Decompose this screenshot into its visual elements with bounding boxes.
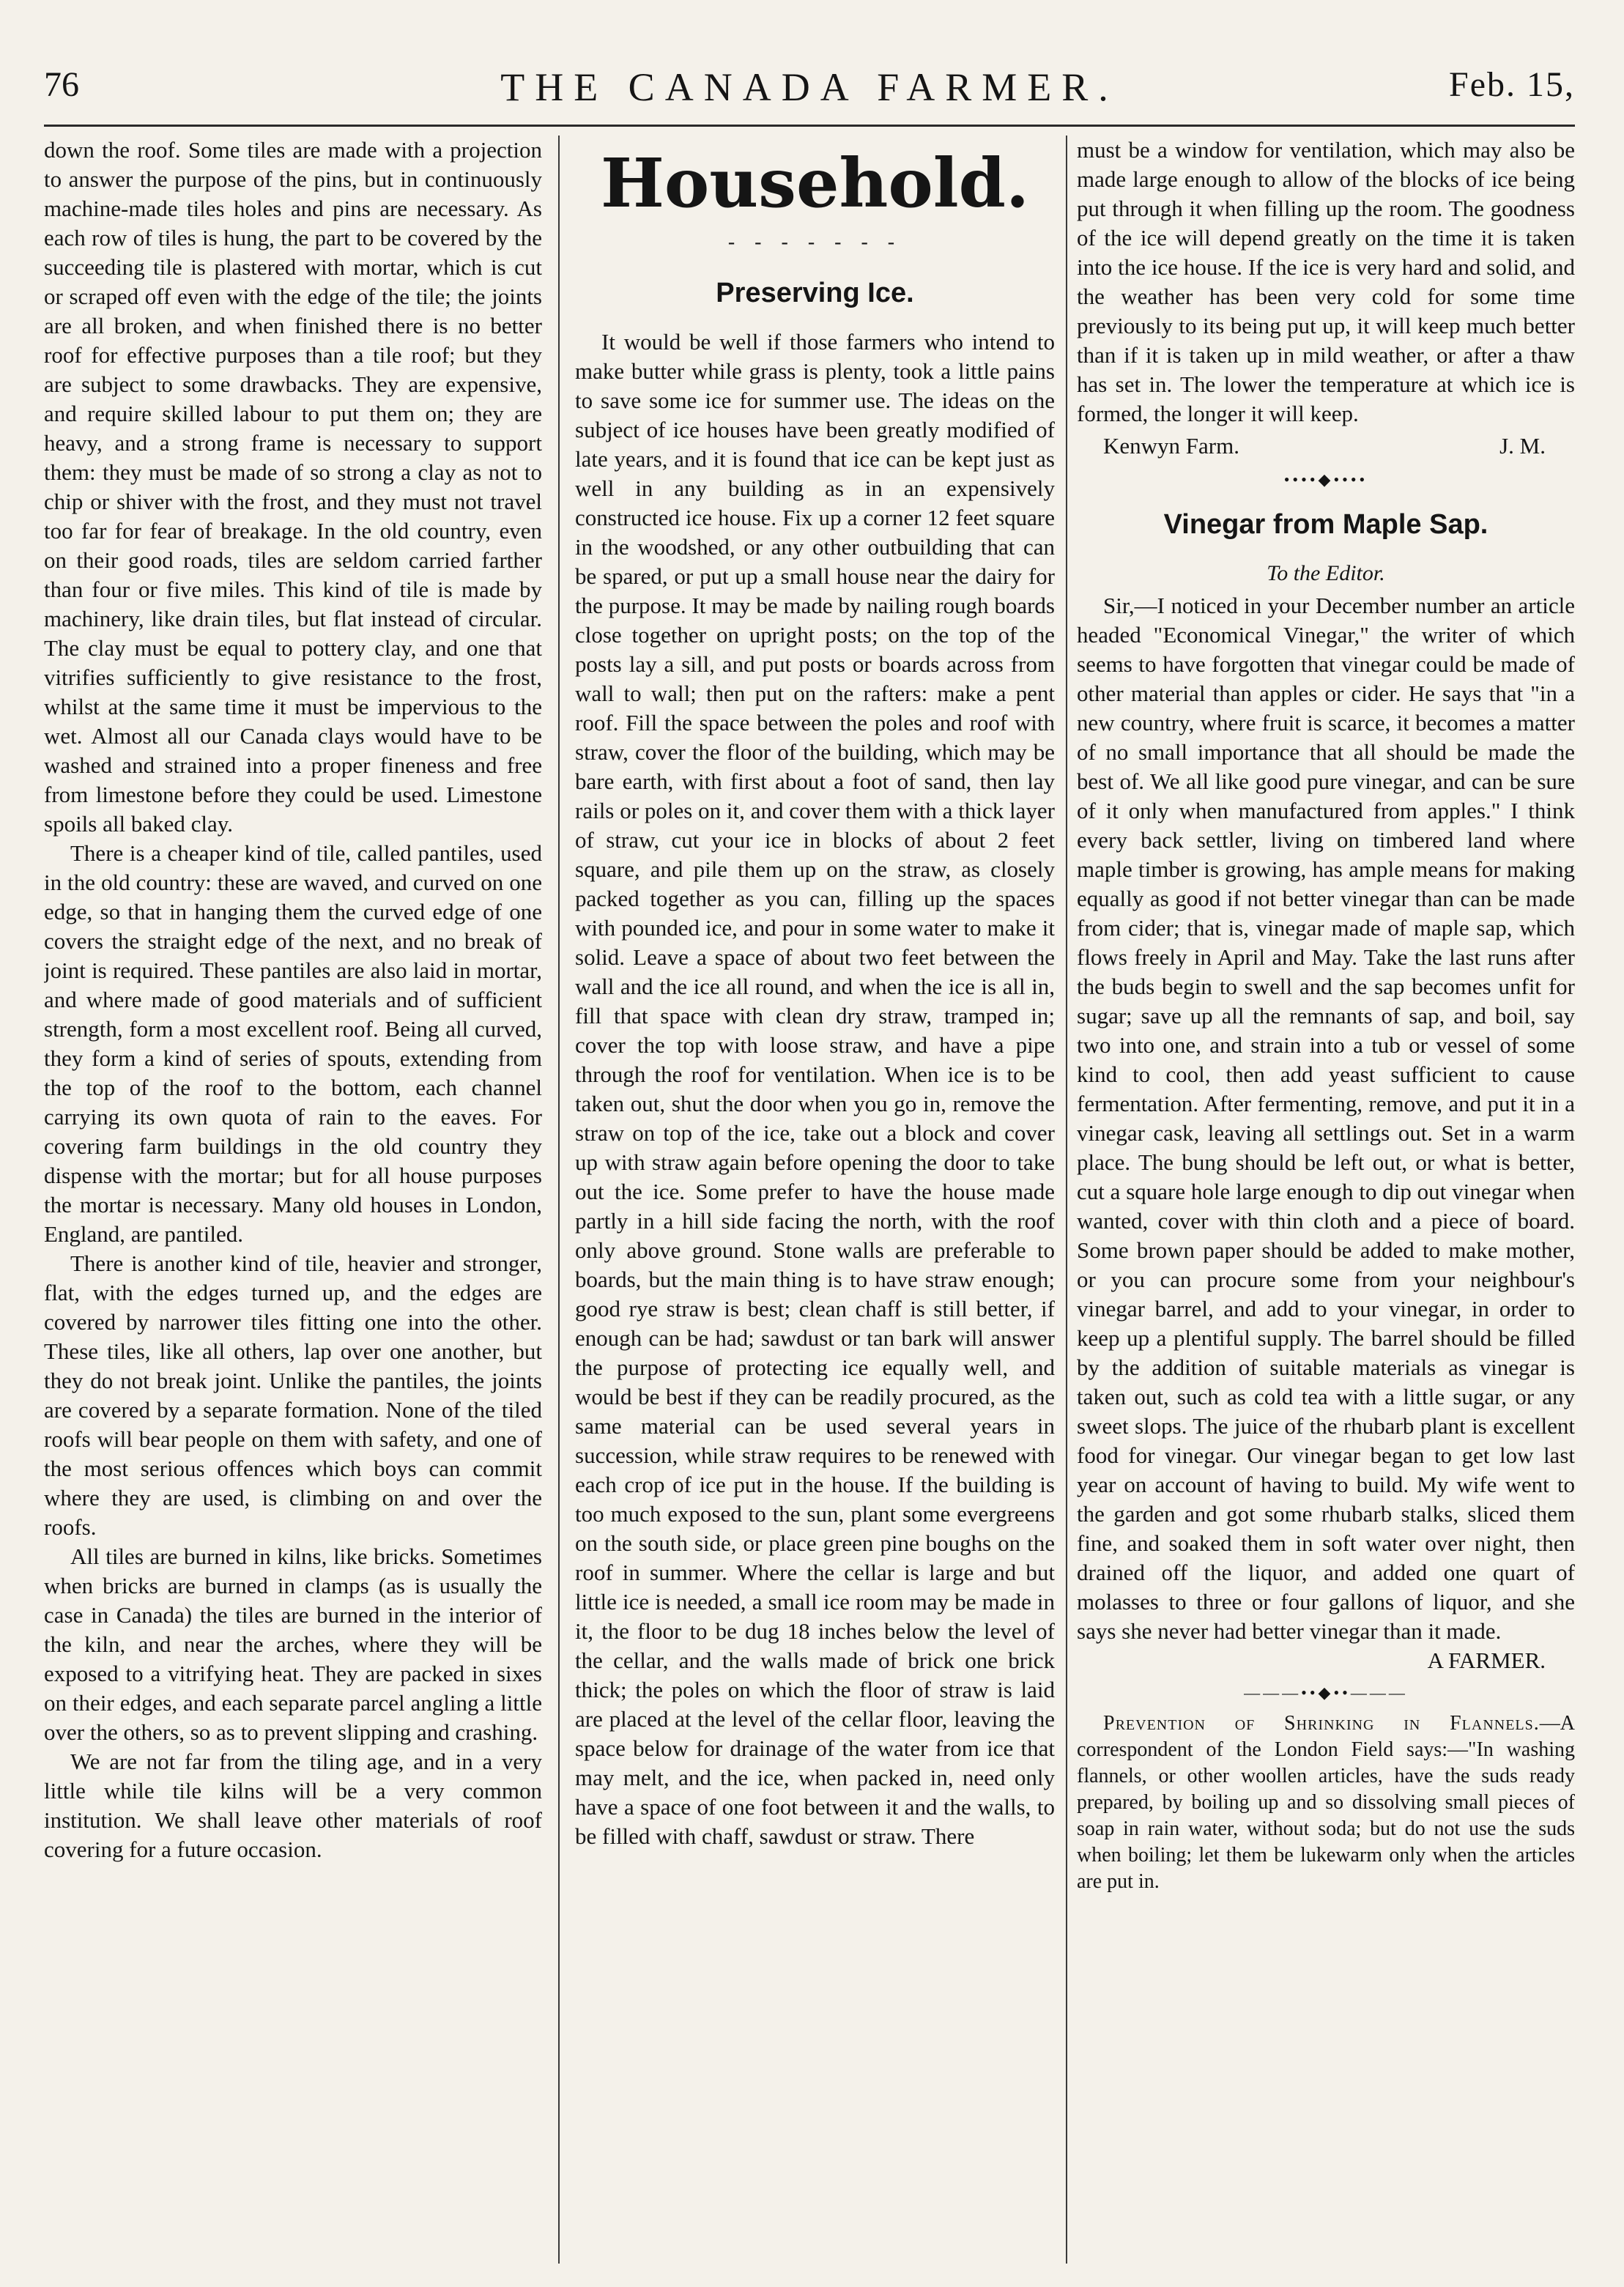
- masthead-title: THE CANADA FARMER.: [500, 65, 1119, 109]
- column-2: [575, 136, 1055, 2264]
- paragraph: Sir,—I noticed in your December number an article headed "Economical Vinegar," the writer of which seems to have forgotten that vinegar could be made of other material than apples or cider. He says that "in a new country, where fruit is scarce, it becomes a matter of no small importance that all should be made the best of. We all like good pure vinegar, and can be sure of it only when manufactured from apples." I think every back settler, living on timbered land where maple timber is growing, has ample means for making equally as good if not better vinegar than can be made from cider; that is, vinegar made of maple sap, which flows freely in April and May. Take the last runs after the buds begin to swell and the sap becomes unfit for sugar; save up all the remnants of sap, and boil, say two into one, and strain into a tub or vessel of some kind to cool, then add yeast sufficient to cause fermentation. After fermenting, remove, and put it in a vinegar cask, leaving all settlings out. Set in a warm place. The bung should be left out, or what is better, cut a square hole large enough to dip out vinegar when wanted, cover with thin cloth and a piece of board. Some brown paper should be added to make mother, or you can procure some from your neighbour's vinegar barrel, and add to your vinegar, in order to keep up a plentiful supply. The barrel should be filled by the addition of suitable materials as vinegar is taken out, such as cold tea with a little sugar, or any sweet slops. The juice of the rhubarb plant is excellent food for vinegar. Our vinegar began to get low last year on account of having to build. My wife went to the garden and got some rhubarb stalks, sliced them fine, and soaked them in soft water over night, then drained off the liquor, and added one quart of molasses to three or four gallons of liquor, and she says she never had better vinegar than it made.: [1077, 593, 1575, 1644]
- paragraph: There is a cheaper kind of tile, called pantiles, used in the old country: these are waved, and curved on one edge, so that in hanging them the curved edge of one covers the straight edge of the next, and no break of joint is required. These pantiles are also laid in mortar, and where made of good materials and of sufficient strength, form a most excellent roof. Being all curved, they form a kind of series of spouts, extending from the top of the roof to the bottom, each channel carrying its own quota of rain to the eaves. For covering farm buildings in the old country they dispense with the mortar; but for all house purposes the mortar is necessary. Many old houses in London, England, are pantiled.: [44, 840, 542, 1247]
- column-3: [1077, 136, 1575, 2264]
- article-title: Preserving Ice.: [716, 278, 914, 308]
- column-divider-1: [558, 136, 560, 2264]
- paragraph: It would be well if those farmers who intend to make butter while grass is plenty, took a little pains to save some ice for summer use. The ideas on the subject of ice houses have been greatly modified of late years, and it is found that ice can be kept just as well in any building as in an expensively constructed ice house. Fix up a corner 12 feet square in the woodshed, or any other outbuilding that can be spared, or put up a small house near the dairy for the purpose. It may be made by nailing rough boards close together on upright posts; on the top of the posts lay a sill, and put posts or boards across from wall to wall; then put on the rafters: make a pent roof. Fill the space between the poles and roof with straw, cover the floor of the building, which may be bare earth, with first about a foot of sand, then lay rails or poles on it, and cover them with a thick layer of straw, cut your ice in blocks of about 2 feet square, and pile them up on the straw, as closely packed together as you can, filling up the spaces with pounded ice, and pour in some water to make it solid. Leave a space of about two feet between the wall and the ice all round, and when the ice is all in, fill that space with clean dry straw, tramped in; cover the top with loose straw, and have a pipe through the roof for ventilation. When ice is to be taken out, shut the door when you go in, remove the straw on top of the ice, take out a block and cover up with straw again before opening the door to take out the ice. Some prefer to have the house made partly in a hill side facing the north, with the roof only above ground. Stone walls are preferable to boards, but the main thing is to have straw enough; good rye straw is best; clean chaff is still better, if enough can be had; sawdust or tan bark will answer the purpose of protecting ice equally well, and would be best if they can be readily procured, as the same material can be used several years in succession, while straw requires to be renewed with each crop of ice put in the house. If the building is too much exposed to the sun, plant some evergreens on the south side, or place green pine boughs on the roof in summer. Where the cellar is large and but little ice is needed, a small ice room may be made in it, the floor to be dug 18 inches below the level of the cellar, and the walls made of brick one brick thick; the poles on which the floor of straw is laid are placed at the level of the cellar floor, leaving the space below for drainage of the water from ice that may melt, and the ice, when packed in, need only have a space of one foot between it and the walls, to be filled with chaff, sawdust or straw. There: [575, 329, 1055, 1849]
- header-rule: [44, 125, 1575, 127]
- page-number: 76: [44, 65, 79, 104]
- article-title: Vinegar from Maple Sap.: [1163, 509, 1488, 540]
- paragraph: All tiles are burned in kilns, like bricks. Sometimes when bricks are burned in clamps (as is usually the case in Canada) the tiles are burned in the interior of the kiln, and near the arches, where they will be exposed to a vitrifying heat. They are packed in sixes on their edges, and each separate parcel angling a little over the others, so as to prevent slipping and crashing.: [44, 1543, 542, 1745]
- paragraph: We are not far from the tiling age, and in a very little while tile kilns will be a very common institution. We shall leave other materials of roof covering for a future occasion.: [44, 1749, 542, 1862]
- column-1: [44, 136, 542, 2264]
- section-title: Household.: [600, 144, 1030, 223]
- ornament-divider: ••••◆••••: [1283, 470, 1368, 489]
- section-rule: - - - - - - -: [727, 231, 902, 253]
- byline-initials: J. M.: [1499, 433, 1546, 459]
- paragraph: [1077, 1710, 1575, 1895]
- page-header: [44, 64, 1575, 108]
- paragraph: must be a window for ventilation, which may also be made large enough to allow of the blocks of ice being put through it when filling up the room. The goodness of the ice will depend greatly on the time it is taken into the ice house. If the ice is very hard and solid, and the weather has been very cold for some time previously to its being put up, it will keep much better than if it is taken up in mild weather, or after a thaw has set in. The lower the temperature at which ice is formed, the longer it will keep.: [1077, 137, 1575, 426]
- flannel-heading: Prevention of Shrinking in Flannels.: [1103, 1712, 1540, 1735]
- byline-place: Kenwyn Farm.: [1103, 433, 1239, 459]
- paragraph: There is another kind of tile, heavier and stronger, flat, with the edges turned up, and the edges are covered by narrower tiles fitting one into the other. These tiles, like all others, lap over one another, but they do not break joint. Unlike the pantiles, the joints are covered by a separate formation. None of the tiled roofs will bear people on them with safety, and one of the most serious offences which boys can commit where they are used, is climbing on and over the roofs.: [44, 1250, 542, 1540]
- paragraph: down the roof. Some tiles are made with a projection to answer the purpose of the pins, but in continuously machine-made tiles holes and pins are necessary. As each row of tiles is hung, the part to be covered by the succeeding tile is plastered with mortar, which is cut or scraped off even with the edge of the tile; the joints are all broken, and when finished there is no better roof for effective purposes than a tile roof; but they are subject to some drawbacks. They are expensive, and require skilled labour to put them on; they are heavy, and a strong frame is necessary to support them: they must be made of so strong a clay as not to chip or shiver with the frost, and they must not travel too far for fear of breakage. In the old country, even on their good roads, tiles are seldom carried farther than four or five miles. This kind of tile is made by machinery, like drain tiles, but flat instead of circular. The clay must be equal to pottery clay, and one that vitrifies sufficiently to give resistance to the frost, whilst at the same time it must be impervious to the wet. Almost all our Canada clays would have to be washed and strained into a proper fineness and free from limestone before they could be used. Limestone spoils all baked clay.: [44, 137, 542, 837]
- flannel-text: —A correspondent of the London Field says:—"In washing flannels, or other woollen articles, have the suds ready prepared, by boiling up and so dissolving small pieces of soap in rain water, without soda; but do not use the suds when boiling; let them be lukewarm only when the articles are put in.: [1077, 1712, 1575, 1893]
- signature: A FARMER.: [1427, 1647, 1546, 1673]
- byline: [1103, 431, 1546, 461]
- column-divider-2: [1066, 136, 1067, 2264]
- ornament-divider: ———••◆••———: [1244, 1683, 1408, 1702]
- issue-date: Feb. 15,: [1449, 65, 1575, 104]
- salutation: To the Editor.: [1267, 561, 1385, 585]
